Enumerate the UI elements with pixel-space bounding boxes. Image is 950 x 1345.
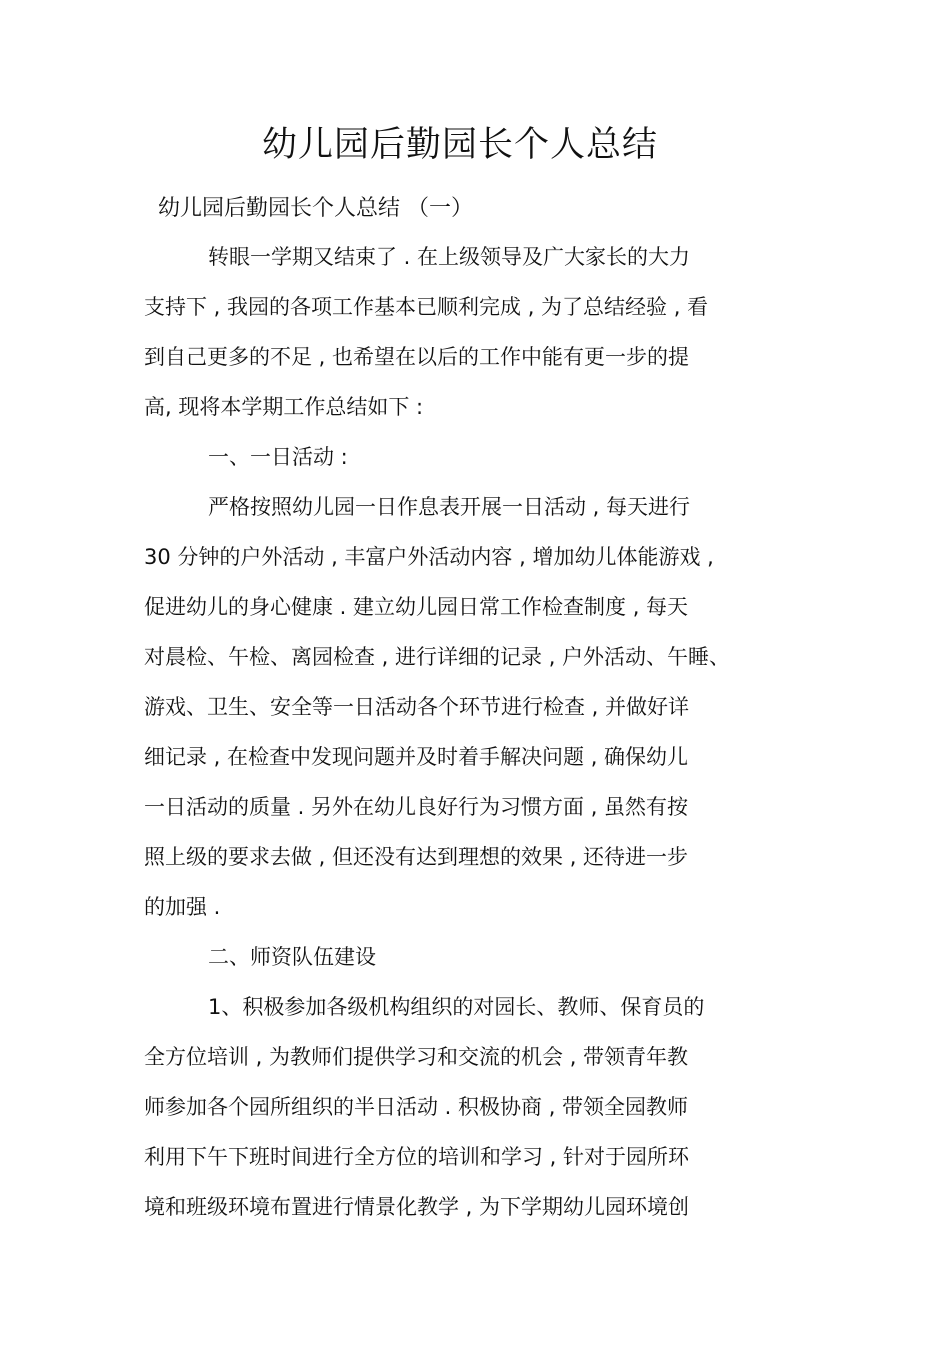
paragraph-line: 高, 现将本学期工作总结如下 : (144, 395, 424, 419)
paragraph-line: 一日活动的质量 . 另外在幼儿良好行为习惯方面 , 虽然有按 (144, 795, 689, 819)
paragraph-line: 对晨检、午检、离园检查 , 进行详细的记录 , 户外活动、午睡、 (144, 645, 731, 669)
paragraph-line: 师参加各个园所组织的半日活动 . 积极协商 , 带领全园教师 (144, 1095, 689, 1119)
section-heading: 二、师资队伍建设 (208, 945, 376, 969)
paragraph-line: 全方位培训 , 为教师们提供学习和交流的机会 , 带领青年教 (144, 1045, 689, 1069)
paragraph-line: 细记录 , 在检查中发现问题并及时着手解决问题 , 确保幼儿 (144, 745, 689, 769)
document-subtitle: 幼儿园后勤园长个人总结 （一） (158, 196, 473, 221)
paragraph-line: 游戏、卫生、安全等一日活动各个环节进行检查 , 并做好详 (144, 695, 690, 719)
paragraph-line: 严格按照幼儿园一日作息表开展一日活动 , 每天进行 (208, 495, 691, 519)
paragraph-line: 1、积极参加各级机构组织的对园长、教师、保育员的 (208, 995, 705, 1019)
paragraph-line: 的加强 . (144, 895, 221, 919)
paragraph-line: 境和班级环境布置进行情景化教学 , 为下学期幼儿园环境创 (144, 1195, 690, 1219)
paragraph-line: 利用下午下班时间进行全方位的培训和学习 , 针对于园所环 (144, 1145, 690, 1169)
document-title: 幼儿园后勤园长个人总结 (261, 125, 658, 165)
paragraph-line: 到自己更多的不足 , 也希望在以后的工作中能有更一步的提 (144, 345, 690, 369)
paragraph-line: 转眼一学期又结束了 . 在上级领导及广大家长的大力 (208, 245, 691, 269)
section-heading: 一、一日活动 : (208, 445, 348, 469)
paragraph-line: 促进幼儿的身心健康 . 建立幼儿园日常工作检查制度 , 每天 (144, 595, 689, 619)
paragraph-line: 照上级的要求去做 , 但还没有达到理想的效果 , 还待进一步 (144, 845, 689, 869)
paragraph-line: 支持下 , 我园的各项工作基本已顺利完成 , 为了总结经验 , 看 (144, 295, 709, 319)
paragraph-line: 30 分钟的户外活动 , 丰富户外活动内容 , 增加幼儿体能游戏 , (144, 545, 714, 569)
